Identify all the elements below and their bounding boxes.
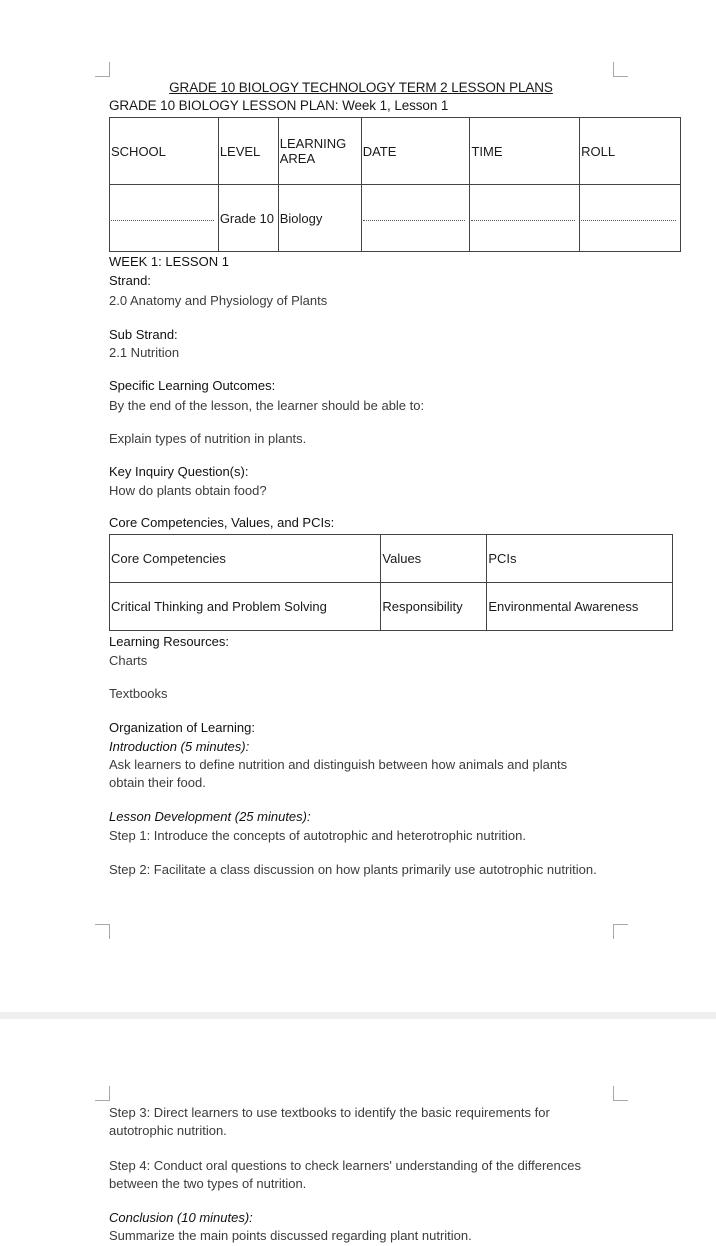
step-2: Step 2: Facilitate a class discussion on how plants primarily use autotrophic nutrition. bbox=[109, 862, 597, 877]
introduction-label: Introduction (5 minutes): bbox=[109, 739, 250, 754]
margin-corner-mark bbox=[613, 924, 628, 939]
header-roll: ROLL bbox=[580, 118, 681, 185]
header-school: SCHOOL bbox=[110, 118, 219, 185]
competencies-label: Core Competencies, Values, and PCIs: bbox=[109, 515, 335, 530]
header-learning-area: LEARNING AREA bbox=[278, 118, 361, 185]
margin-corner-mark bbox=[95, 924, 110, 939]
sub-strand-value: 2.1 Nutrition bbox=[109, 345, 180, 360]
page-separator bbox=[0, 1012, 716, 1019]
strand-value: 2.0 Anatomy and Physiology of Plants bbox=[109, 293, 328, 308]
core-competency-value: Critical Thinking and Problem Solving bbox=[110, 583, 381, 631]
header-pcis: PCIs bbox=[487, 535, 673, 583]
header-level: LEVEL bbox=[218, 118, 278, 185]
conclusion-label: Conclusion (10 minutes): bbox=[109, 1210, 253, 1225]
slo-label: Specific Learning Outcomes: bbox=[109, 378, 276, 393]
header-date: DATE bbox=[361, 118, 470, 185]
resource-item: Textbooks bbox=[109, 686, 168, 701]
sub-strand-label: Sub Strand: bbox=[109, 327, 178, 342]
resources-label: Learning Resources: bbox=[109, 634, 229, 649]
margin-corner-mark bbox=[95, 62, 110, 77]
lesson-info-table bbox=[109, 117, 681, 252]
conclusion-text: Summarize the main points discussed regarding plant nutrition. bbox=[109, 1228, 472, 1243]
school-blank-field bbox=[110, 185, 219, 252]
margin-corner-mark bbox=[613, 62, 628, 77]
time-blank-field bbox=[470, 185, 580, 252]
document-subtitle: GRADE 10 BIOLOGY LESSON PLAN: Week 1, Lesson 1 bbox=[109, 98, 449, 113]
slo-intro: By the end of the lesson, the learner should be able to: bbox=[109, 398, 425, 413]
step-3: Step 3: Direct learners to use textbooks to identify the basic requirements for autotrophic nutrition. bbox=[109, 1105, 550, 1138]
margin-corner-mark bbox=[613, 1086, 628, 1101]
introduction-text: Ask learners to define nutrition and distinguish between how animals and plants obtain their food. bbox=[109, 757, 568, 790]
header-time: TIME bbox=[470, 118, 580, 185]
document-title: GRADE 10 BIOLOGY TECHNOLOGY TERM 2 LESSON PLANS bbox=[169, 80, 553, 95]
document-page-2 bbox=[0, 1019, 716, 1246]
level-value: Grade 10 bbox=[218, 185, 278, 252]
value-cell: Responsibility bbox=[381, 583, 487, 631]
competencies-table bbox=[109, 534, 673, 631]
roll-blank-field bbox=[580, 185, 681, 252]
kiq-label: Key Inquiry Question(s): bbox=[109, 464, 249, 479]
development-label: Lesson Development (25 minutes): bbox=[109, 809, 311, 824]
kiq-value: How do plants obtain food? bbox=[109, 483, 267, 498]
pci-value: Environmental Awareness bbox=[487, 583, 673, 631]
organization-label: Organization of Learning: bbox=[109, 720, 255, 735]
header-core-competencies: Core Competencies bbox=[110, 535, 381, 583]
learning-area-value: Biology bbox=[278, 185, 361, 252]
strand-label: Strand: bbox=[109, 273, 151, 288]
date-blank-field bbox=[361, 185, 470, 252]
week-label: WEEK 1: LESSON 1 bbox=[109, 254, 229, 269]
slo-item: Explain types of nutrition in plants. bbox=[109, 431, 307, 446]
resource-item: Charts bbox=[109, 653, 148, 668]
step-1: Step 1: Introduce the concepts of autotrophic and heterotrophic nutrition. bbox=[109, 828, 526, 843]
step-4: Step 4: Conduct oral questions to check learners' understanding of the differences between the two types of nutrition. bbox=[109, 1158, 581, 1191]
margin-corner-mark bbox=[95, 1086, 110, 1101]
header-values: Values bbox=[381, 535, 487, 583]
